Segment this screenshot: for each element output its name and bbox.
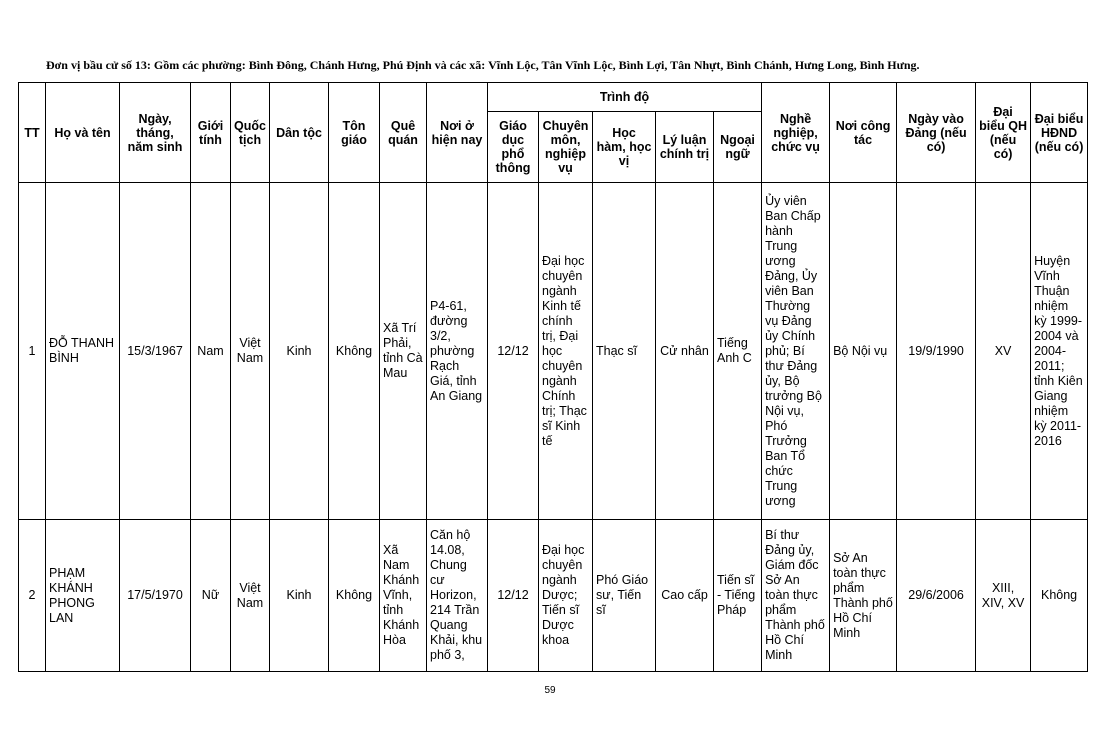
page-number: 59 xyxy=(544,685,556,696)
cell-quoc-tich: Việt Nam xyxy=(231,520,270,672)
cell-noi-cong-tac: Sở An toàn thực phẩm Thành phố Hồ Chí Minh xyxy=(830,520,897,672)
candidate-table xyxy=(18,82,1088,672)
header-ho-ten: Họ và tên xyxy=(46,83,120,183)
cell-ly-luan: Cao cấp xyxy=(656,520,714,672)
cell-nghe-nghiep: Ủy viên Ban Chấp hành Trung ương Đảng, Ủy viên Ban Thường vụ Đảng ủy Chính phủ; Bí thư Đảng ủy, Bộ trưởng Bộ Nội vụ, Phó Trưởng Ban Tổ chức Trung ương xyxy=(762,183,830,520)
header-dan-toc: Dân tộc xyxy=(270,83,329,183)
cell-ho-ten: PHẠM KHÁNH PHONG LAN xyxy=(46,520,120,672)
cell-ton-giao: Không xyxy=(329,520,380,672)
cell-ngoai-ngu: Tiếng Anh C xyxy=(714,183,762,520)
cell-ngay-sinh: 15/3/1967 xyxy=(120,183,191,520)
cell-dai-bieu-qh: XV xyxy=(976,183,1031,520)
cell-noi-o: P4-61, đường 3/2, phường Rạch Giá, tỉnh An Giang xyxy=(427,183,488,520)
table-row xyxy=(19,520,1088,672)
header-nghe-nghiep: Nghề nghiệp, chức vụ xyxy=(762,83,830,183)
cell-tt: 1 xyxy=(19,183,46,520)
header-noi-o: Nơi ở hiện nay xyxy=(427,83,488,183)
cell-gioi-tinh: Nữ xyxy=(191,520,231,672)
cell-quoc-tich: Việt Nam xyxy=(231,183,270,520)
cell-dai-bieu-hdnd: Huyện Vĩnh Thuận nhiệm kỳ 1999-2004 và 2004-2011; tỉnh Kiên Giang nhiệm kỳ 2011-2016 xyxy=(1031,183,1088,520)
cell-noi-o: Căn hộ 14.08, Chung cư Horizon, 214 Trần Quang Khải, khu phố 3, xyxy=(427,520,488,672)
cell-giao-duc: 12/12 xyxy=(488,183,539,520)
cell-ngay-vao-dang: 29/6/2006 xyxy=(897,520,976,672)
cell-ly-luan: Cử nhân xyxy=(656,183,714,520)
header-ngoai-ngu: Ngoại ngữ xyxy=(714,112,762,183)
cell-tt: 2 xyxy=(19,520,46,672)
cell-dan-toc: Kinh xyxy=(270,520,329,672)
header-dai-bieu-qh: Đại biểu QH (nếu có) xyxy=(976,83,1031,183)
cell-dai-bieu-qh: XIII, XIV, XV xyxy=(976,520,1031,672)
cell-ho-ten: ĐỖ THANH BÌNH xyxy=(46,183,120,520)
header-ngay-sinh: Ngày, tháng, năm sinh xyxy=(120,83,191,183)
cell-ngay-sinh: 17/5/1970 xyxy=(120,520,191,672)
cell-chuyen-mon: Đại học chuyên ngành Kinh tế chính trị, Đại học chuyên ngành Chính trị; Thạc sĩ Kinh tế xyxy=(539,183,593,520)
header-chuyen-mon: Chuyên môn, nghiệp vụ xyxy=(539,112,593,183)
header-hoc-ham: Học hàm, học vị xyxy=(593,112,656,183)
cell-nghe-nghiep: Bí thư Đảng ủy, Giám đốc Sở An toàn thực phẩm Thành phố Hồ Chí Minh xyxy=(762,520,830,672)
header-noi-cong-tac: Nơi công tác xyxy=(830,83,897,183)
cell-ngay-vao-dang: 19/9/1990 xyxy=(897,183,976,520)
cell-que-quan: Xã Trí Phải, tỉnh Cà Mau xyxy=(380,183,427,520)
cell-chuyen-mon: Đại học chuyên ngành Dược; Tiến sĩ Dược khoa xyxy=(539,520,593,672)
electoral-unit-heading: Đơn vị bầu cử số 13: Gồm các phường: Bình Đông, Chánh Hưng, Phú Định và các xã: Vĩnh Lộc, Tân Vĩnh Lộc, Bình Lợi, Tân Nhựt, Bình Chánh, Hưng Long, Bình Hưng. xyxy=(46,58,920,72)
header-tt: TT xyxy=(19,83,46,183)
cell-hoc-ham: Phó Giáo sư, Tiến sĩ xyxy=(593,520,656,672)
header-ly-luan: Lý luận chính trị xyxy=(656,112,714,183)
header-dai-bieu-hdnd: Đại biểu HĐND (nếu có) xyxy=(1031,83,1088,183)
cell-dan-toc: Kinh xyxy=(270,183,329,520)
table-row xyxy=(19,183,1088,520)
cell-ngoai-ngu: Tiến sĩ - Tiếng Pháp xyxy=(714,520,762,672)
header-ngay-vao-dang: Ngày vào Đảng (nếu có) xyxy=(897,83,976,183)
cell-giao-duc: 12/12 xyxy=(488,520,539,672)
header-ton-giao: Tôn giáo xyxy=(329,83,380,183)
cell-ton-giao: Không xyxy=(329,183,380,520)
header-gioi-tinh: Giới tính xyxy=(191,83,231,183)
cell-que-quan: Xã Nam Khánh Vĩnh, tỉnh Khánh Hòa xyxy=(380,520,427,672)
header-que-quan: Quê quán xyxy=(380,83,427,183)
cell-dai-bieu-hdnd: Không xyxy=(1031,520,1088,672)
header-trinh-do: Trình độ xyxy=(488,83,762,112)
cell-noi-cong-tac: Bộ Nội vụ xyxy=(830,183,897,520)
header-giao-duc: Giáo dục phổ thông xyxy=(488,112,539,183)
header-quoc-tich: Quốc tịch xyxy=(231,83,270,183)
cell-gioi-tinh: Nam xyxy=(191,183,231,520)
cell-hoc-ham: Thạc sĩ xyxy=(593,183,656,520)
